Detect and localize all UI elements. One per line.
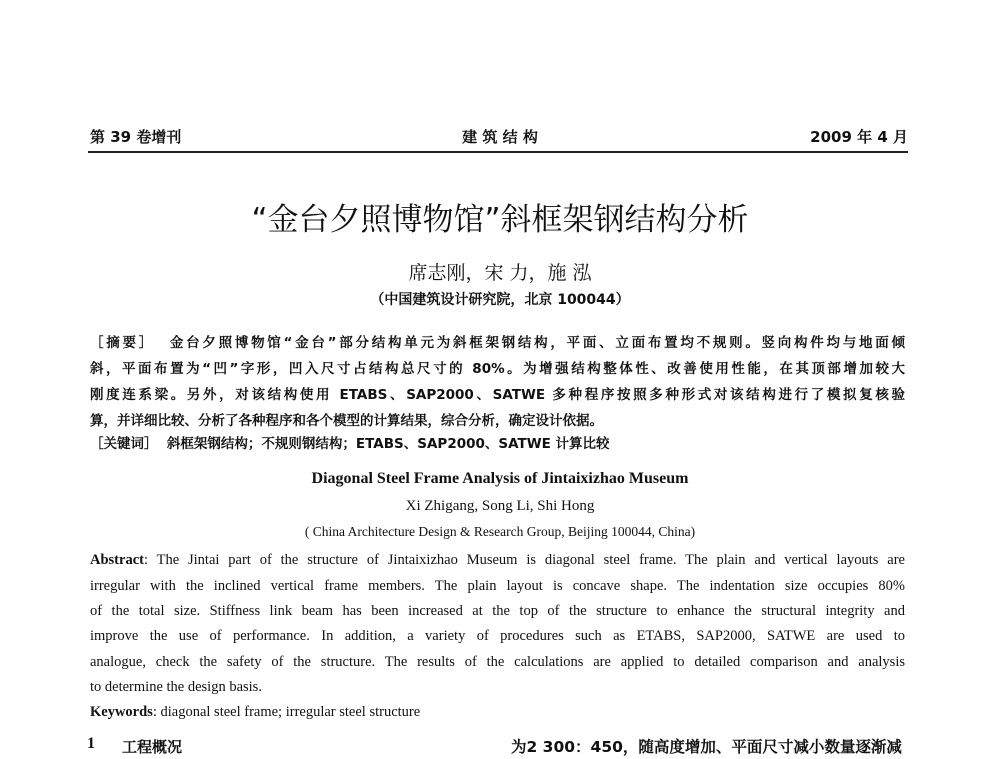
abstract-en-text: : The Jintai part of the structure of Jintaixizhao Museum is diagonal steel frame. The plain and vertical layouts are	[143, 552, 905, 568]
abstract-cn-line: 斜，平面布置为“凹”字形，凹入尺寸占结构总尺寸的 80%。为增强结构整体性、改善使用性能，在其顶部增加较大	[90, 361, 905, 377]
authors-en: Xi Zhigang, Song Li, Shi Hong	[405, 498, 595, 514]
affiliation: （中国建筑设计研究院，北京 100044）	[370, 292, 630, 308]
keywords-cn-label: ［关键词］	[90, 436, 158, 452]
abstract-en-line	[90, 552, 905, 569]
abstract-en-line: analogue, check the safety of the structure. The results of the calculations are applied to detailed comparison and analysis	[90, 654, 905, 670]
paper-title-en: Diagonal Steel Frame Analysis of Jintaixizhao Museum	[311, 470, 689, 487]
journal-volume: 第 39 卷增刊	[90, 128, 182, 146]
section-number: 1	[87, 735, 95, 752]
keywords-en	[90, 704, 905, 721]
abstract-cn-line: 刚度连系梁。另外，对该结构使用 ETABS、SAP2000、SATWE 多种程序按照多种形式对该结构进行了模拟复核验	[90, 387, 905, 403]
abstract-en-label: Abstract	[90, 552, 144, 568]
abstract-cn-line	[90, 331, 905, 351]
abstract-cn-label: ［摘要］	[90, 335, 155, 351]
journal-name: 建 筑 结 构	[462, 128, 538, 146]
paper-title: “金台夕照博物馆”斜框架钢结构分析	[251, 202, 749, 238]
abstract-en-line: irregular with the inclined vertical frame members. The plain layout is concave shape. The indentation size occupies 80%	[90, 578, 905, 594]
abstract-en-line: of the total size. Stiffness link beam has been increased at the top of the structure to enhance the structural integrity and	[90, 603, 905, 619]
abstract-cn-line: 算，并详细比较、分析了各种程序和各个模型的计算结果，综合分析，确定设计依据。	[90, 413, 603, 429]
keywords-cn	[90, 432, 905, 452]
affiliation-en: ( China Architecture Design & Research Group, Beijing 100044, China)	[304, 524, 696, 539]
journal-date: 2009 年 4 月	[810, 128, 908, 146]
keywords-en-text: : diagonal steel frame; irregular steel structure	[152, 704, 421, 720]
keywords-en-label: Keywords	[90, 704, 153, 720]
abstract-cn-text: 金台夕照博物馆“金台”部分结构单元为斜框架钢结构，平面、立面布置均不规则。竖向构件均与地面倾	[169, 335, 905, 351]
abstract-en-line: improve the use of performance. In addition, a variety of procedures such as ETABS, SAP2000, SATWE are used to	[90, 628, 905, 644]
abstract-en-line: to determine the design basis.	[90, 679, 262, 695]
right-column-text: 为2 300：450，随高度增加、平面尺寸减小数量逐渐减	[511, 738, 902, 756]
authors: 席志刚，宋 力，施 泓	[408, 262, 592, 284]
header-rule	[88, 151, 908, 153]
section-title: 工程概况	[122, 738, 183, 756]
keywords-cn-text: 斜框架钢结构；不规则钢结构；ETABS、SAP2000、SATWE 计算比较	[166, 436, 610, 452]
